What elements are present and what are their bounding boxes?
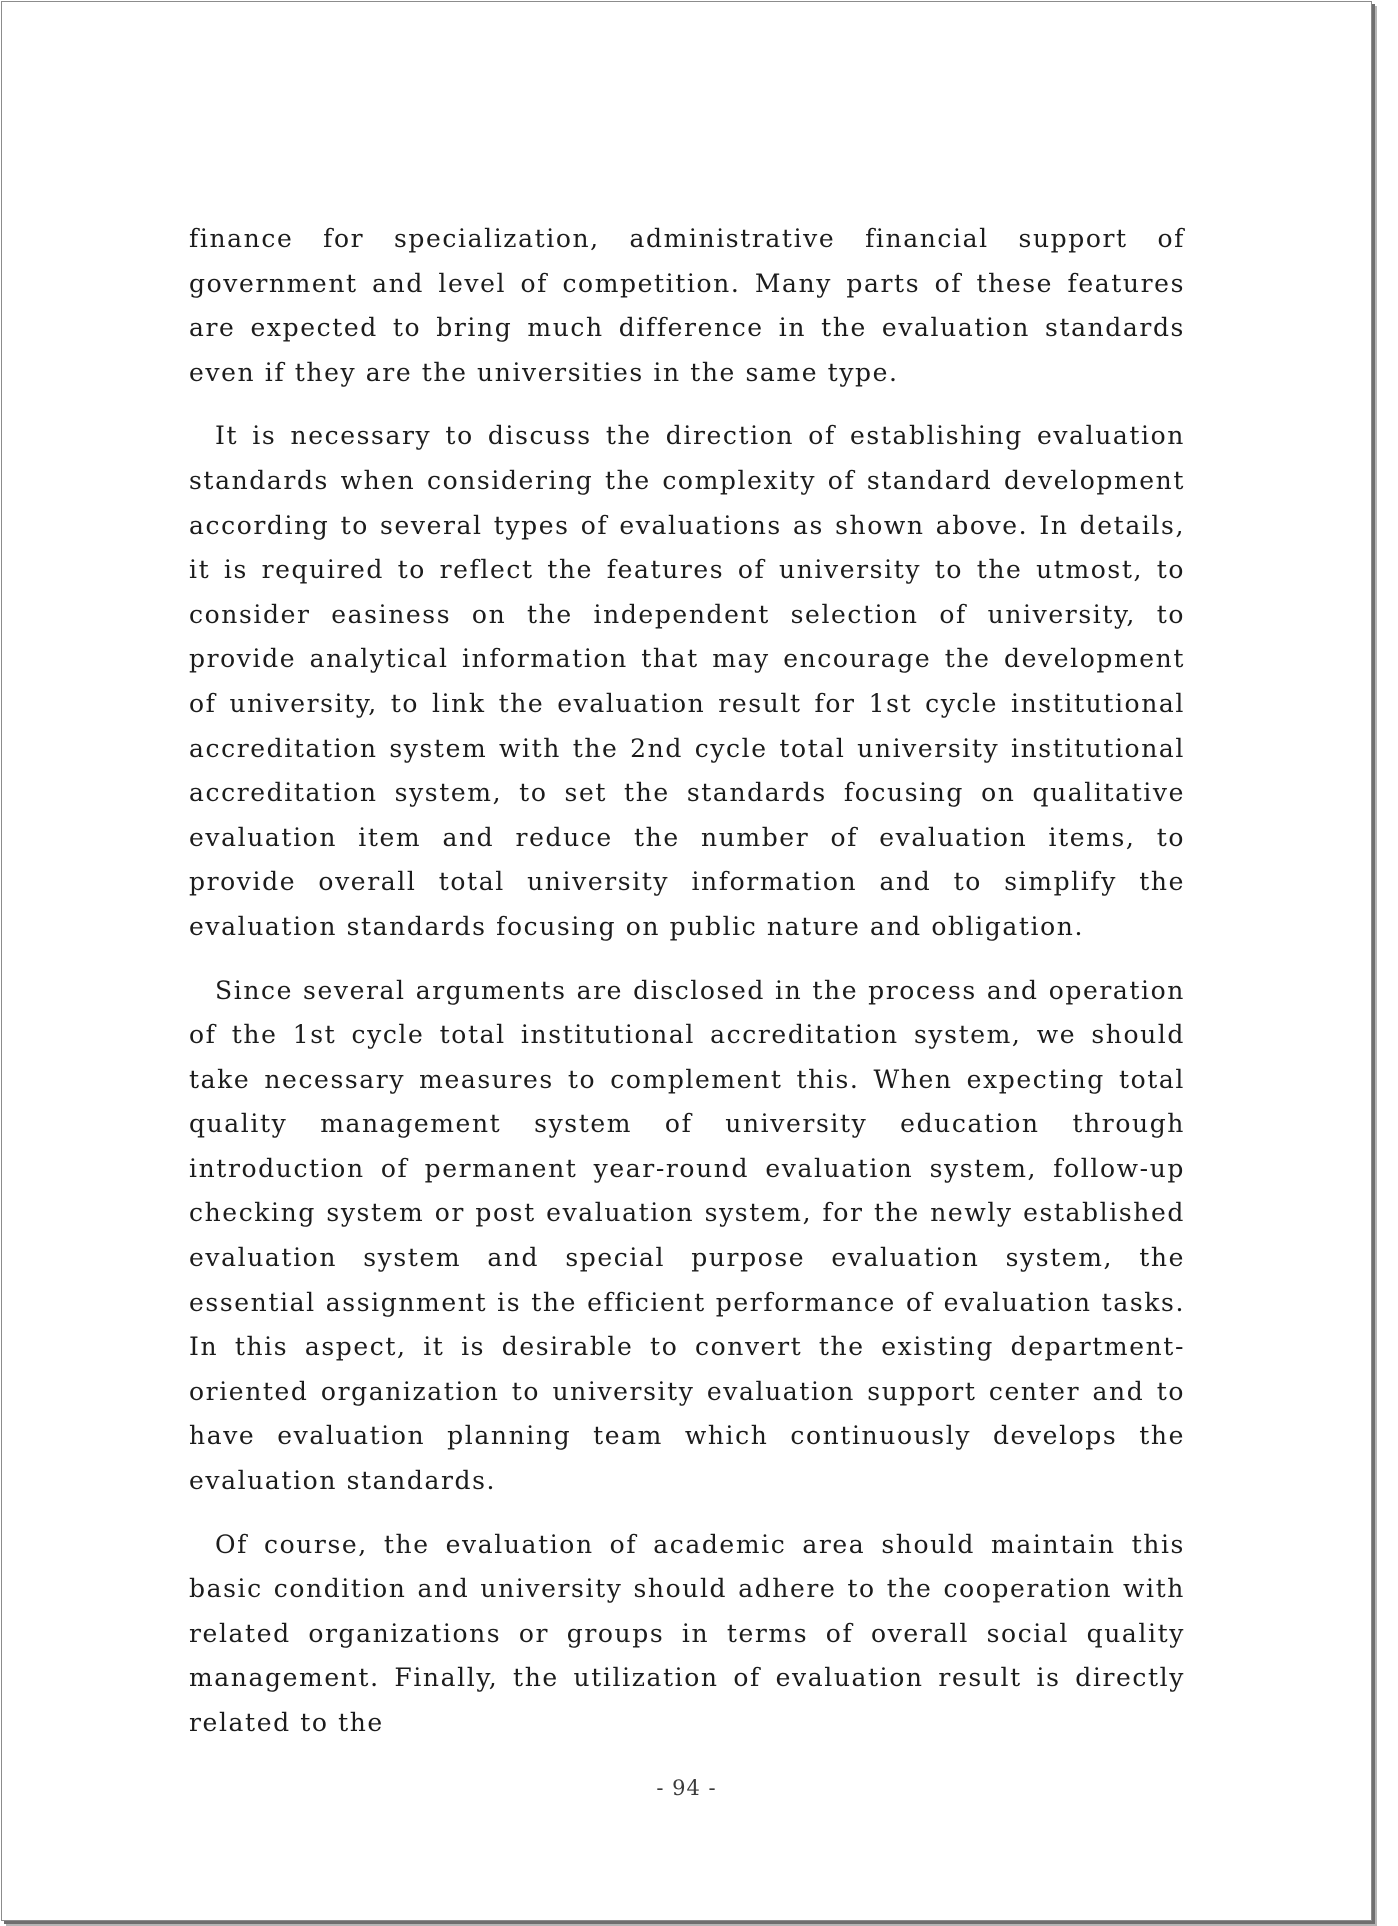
- page-number: - 94 -: [656, 1776, 717, 1800]
- paragraph-4: Of course, the evaluation of academic area should maintain this basic condition and university should adhere to the cooperation with related organizations or groups in terms of overall social quality management. Finally, the utilization of evaluation result is directly related to the: [189, 1529, 1185, 1737]
- paragraph-3: Since several arguments are disclosed in the process and operation of the 1st cycle total institutional accreditation system, we should take necessary measures to complement this. When expecting total quality management system of university education through introduction of permanent year-round evaluation system, follow-up checking system or post evaluation system, for the newly established evaluation system and special purpose evaluation system, the essential assignment is the efficient performance of evaluation tasks. In this aspect, it is desirable to convert the existing department-oriented organization to university evaluation support center and to have evaluation planning team which continuously develops the evaluation standards.: [189, 975, 1185, 1496]
- paragraph-2: It is necessary to discuss the direction of establishing evaluation standards when considering the complexity of standard development according to several types of evaluations as shown above. In details, it is required to reflect the features of university to the utmost, to consider easiness on the independent selection of university, to provide analytical information that may encourage the development of university, to link the evaluation result for 1st cycle institutional accreditation system with the 2nd cycle total university institutional accreditation system, to set the standards focusing on qualitative evaluation item and reduce the number of evaluation items, to provide overall total university information and to simplify the evaluation standards focusing on public nature and obligation.: [189, 421, 1185, 941]
- document-page: [1, 1, 1372, 1921]
- paragraph-1: finance for specialization, administrative financial support of government and level of competition. Many parts of these features are expected to bring much difference in the evaluation standards even if they are the universities in the same type.: [189, 224, 1185, 387]
- body-text: [189, 217, 1185, 1765]
